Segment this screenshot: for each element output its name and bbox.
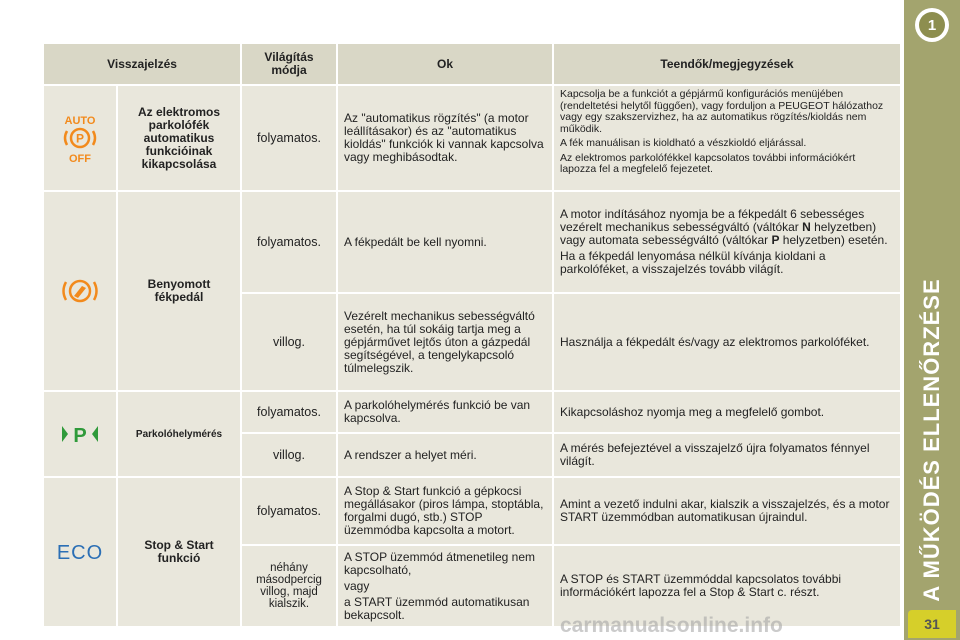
off-label: OFF [69,153,91,164]
indicator-name: Stop & Start funkció [118,478,240,626]
action-text: Amint a vezető indulni akar, kialszik a visszajelzés, és a motor START üzemmódban automatikusan újraindul. [554,478,900,544]
brake-pedal-icon [44,192,116,390]
cause-text: A fékpedált be kell nyomni. [338,192,552,292]
watermark: carmanualsonline.info [560,614,783,637]
indicator-name: Benyomott fékpedál [118,192,240,390]
header-action: Teendők/megjegyzések [554,44,900,84]
svg-text:ECO: ECO [56,542,104,563]
light-mode: néhány másodpercig villog, majd kialszik. [242,546,336,626]
light-mode: folyamatos. [242,478,336,544]
light-mode: folyamatos. [242,192,336,292]
action-text: Kikapcsoláshoz nyomja meg a megfelelő gombot. [554,392,900,432]
action-text: A STOP és START üzemmóddal kapcsolatos további információkért lapozza fel a Stop & Start c. részt. [554,546,900,626]
auto-label: AUTO [64,115,96,127]
action-text: A mérés befejeztével a visszajelző újra folyamatos fénnyel világít. [554,434,900,476]
header-cause: Ok [338,44,552,84]
light-mode: folyamatos. [242,86,336,190]
cause-text: A parkolóhelymérés funkció be van kapcsolva. [338,392,552,432]
cause-text: Az "automatikus rögzítés" (a motor leállításakor) és az "automatikus kioldás" funkciók ki vannak kapcsolva vagy meghibásodtak. [338,86,552,190]
cause-text: Vezérelt mechanikus sebességváltó esetén, ha túl sokáig tartja meg a gépjárművet lejtős úton a gázpedál segítségével, a tengelykapcsoló túlmelegszik. [338,294,552,390]
action-text: Használja a fékpedált és/vagy az elektromos parkolóféket. [554,294,900,390]
action-text: Kapcsolja be a funkciót a gépjármű konfigurációs menüjében (rendeltetési helytől függően), vagy forduljon a PEUGEOT hálózathoz vagy egy szakszervizhez, ha az automatikus rögzítés/kioldás nem működik. A fék manuálisan is kioldható a vészkioldó eljárással. Az elektromos parkolófékkel kapcsolatos további információkért lapozza fel a megfelelő fejezetet. [554,86,900,190]
header-indicator: Visszajelzés [44,44,240,84]
light-mode: villog. [242,294,336,390]
chapter-badge: 1 [915,8,949,42]
cause-text: A STOP üzemmód átmenetileg nem kapcsolható, vagy a START üzemmód automatikusan bekapcsolt. [338,546,552,626]
light-mode: folyamatos. [242,392,336,432]
warning-light-table [44,44,892,622]
cause-text: A rendszer a helyet méri. [338,434,552,476]
action-text: A motor indításához nyomja be a fékpedált 6 sebességes vezérelt mechanikus sebességváltó (váltókar N helyzetben) vagy automata sebességváltó (váltókar P helyzetben) esetén. Ha a fékpedál lenyomása nélkül kívánja kioldani a parkolóféket, a visszajelzés tovább világít. [554,192,900,292]
light-mode: villog. [242,434,336,476]
cause-text: A Stop & Start funkció a gépkocsi megállásakor (piros lámpa, stoptábla, forgalmi dugó, stb.) STOP üzemmódba kapcsolta a motort. [338,478,552,544]
page-number: 31 [908,610,956,638]
indicator-name: Parkolóhelymérés [118,392,240,476]
park-assist-icon [44,392,116,476]
eco-icon [44,478,116,626]
chapter-title: A MŰKÖDÉS ELLENŐRZÉSE [919,278,944,602]
svg-text:P: P [75,131,85,146]
header-mode: Világítás módja [242,44,336,84]
svg-text:P: P [73,425,87,447]
indicator-name: Az elektromos parkolófék automatikus funkcióinak kikapcsolása [118,86,240,190]
auto-p-off-icon [44,86,116,190]
